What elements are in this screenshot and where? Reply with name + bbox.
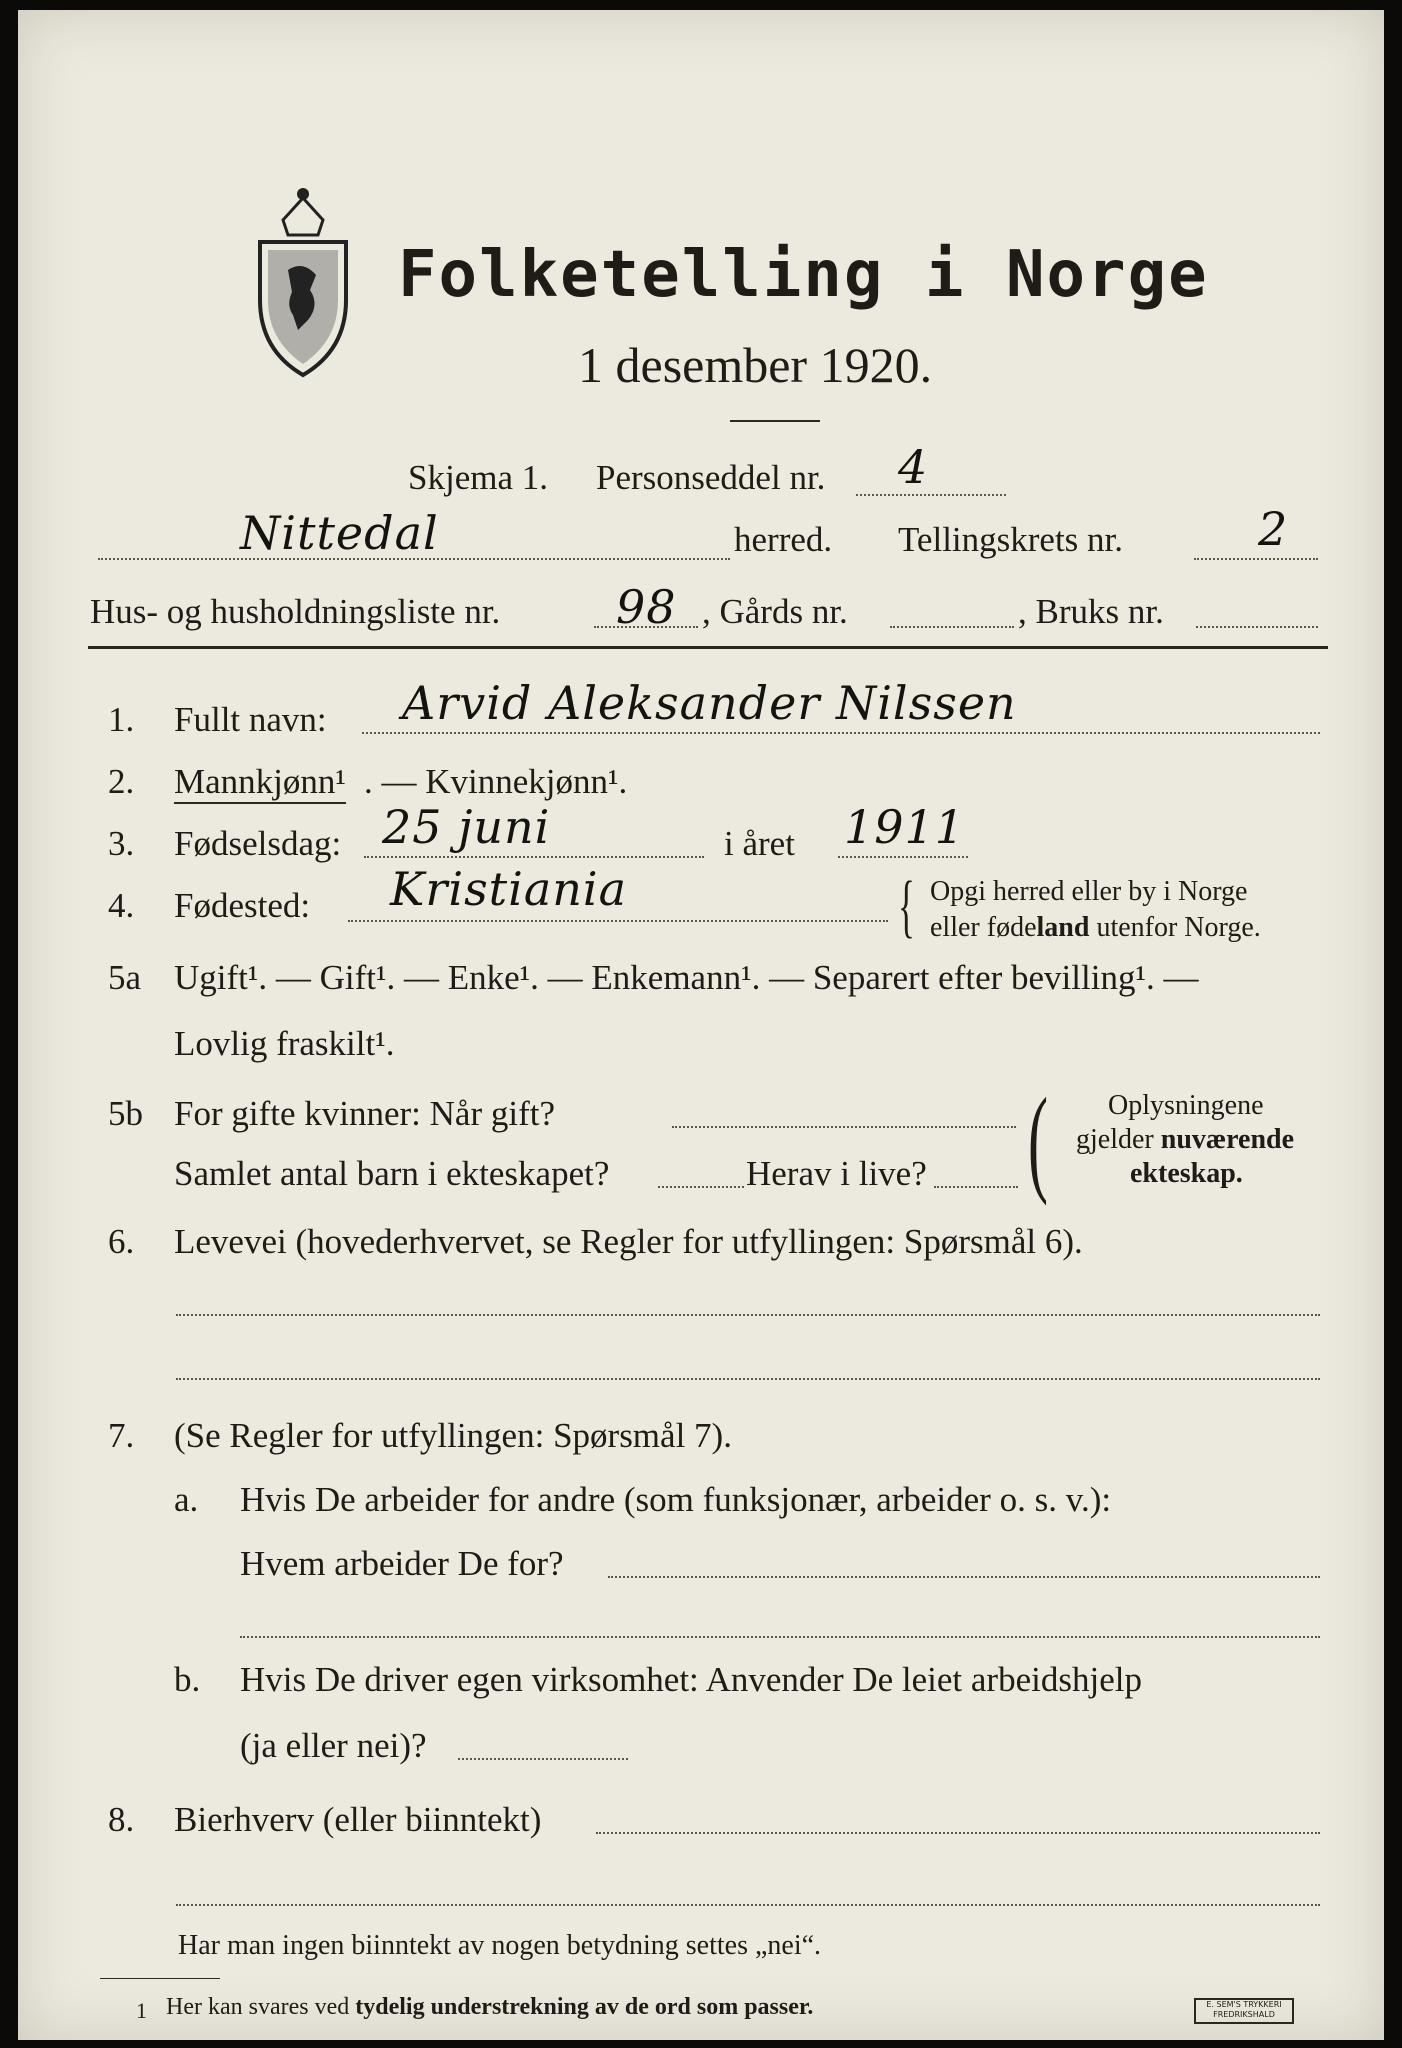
q5b-note-line2-a: gjelder: [1076, 1124, 1161, 1155]
q3-year-value[interactable]: 1911: [844, 800, 966, 854]
footnote-text-a: Her kan svares ved: [166, 1994, 356, 2020]
q6-line1: [176, 1314, 1320, 1316]
q8-label: Bierhverv (eller biinntekt): [174, 1800, 542, 1839]
q2-rest: . — Kvinnekjønn¹.: [364, 762, 628, 801]
q5b-note-line1: Oplysningene: [1108, 1090, 1264, 1121]
gards-line: [890, 626, 1014, 628]
q4-note-line2-a: eller føde: [930, 912, 1037, 943]
q7a-letter: a.: [174, 1480, 199, 1519]
q6-number: 6.: [108, 1222, 135, 1261]
printer-stamp: [1194, 1998, 1294, 2024]
husholdningsliste-label: Hus- og husholdningsliste nr.: [90, 592, 501, 631]
q8-number: 8.: [108, 1800, 135, 1839]
q5a-number: 5a: [108, 958, 142, 997]
q1-number: 1.: [108, 700, 135, 739]
q7b-label: Hvis De driver egen virksomhet: Anvender De leiet arbeidshjelp: [240, 1660, 1142, 1699]
printer-stamp-text: E. SEM'S TRYKKERI FREDRIKSHALD: [1206, 2000, 1282, 2019]
q5b-note-line2-b: nuværende: [1160, 1124, 1295, 1155]
tellingskrets-value[interactable]: 2: [1258, 502, 1289, 556]
census-form: [18, 10, 1384, 2040]
q7a-line1: [608, 1576, 1320, 1578]
form-date: 1 desember 1920.: [578, 337, 933, 393]
footnote-marker: 1: [136, 1998, 147, 2023]
title-divider: [730, 420, 820, 422]
coat-of-arms-icon: [248, 180, 358, 384]
header-rule: [88, 646, 1328, 649]
q4-note-line2-b: land: [1036, 912, 1090, 943]
q4-brace: {: [898, 868, 915, 945]
herred-value[interactable]: Nittedal: [240, 506, 439, 560]
q4-note-line2-c: utenfor Norge.: [1089, 912, 1261, 943]
q5b-ilive-label: Herav i live?: [746, 1154, 927, 1193]
q7b-letter: b.: [174, 1660, 201, 1699]
q6-line2: [176, 1378, 1320, 1380]
q3-year-label: i året: [724, 824, 795, 863]
q4-label: Fødested:: [174, 886, 311, 925]
q7a-label: Hvis De arbeider for andre (som funksjonær, arbeider o. s. v.):: [240, 1480, 1112, 1519]
q1-line: [362, 732, 1320, 734]
tellingskrets-line: [1194, 558, 1318, 560]
q4-number: 4.: [108, 886, 135, 925]
q3-number: 3.: [108, 824, 135, 863]
q7b-sub-label: (ja eller nei)?: [240, 1726, 427, 1765]
q6-label: Levevei (hovederhvervet, se Regler for utfyllingen: Spørsmål 6).: [174, 1222, 1083, 1261]
personseddel-line: [856, 494, 1006, 496]
q3-line: [364, 856, 704, 858]
bruks-line: [1196, 626, 1318, 628]
q1-value[interactable]: Arvid Aleksander Nilssen: [402, 676, 1017, 730]
gards-label: , Gårds nr.: [702, 592, 848, 631]
q5b-brace: (: [1028, 1073, 1048, 1206]
personseddel-label: Personseddel nr.: [596, 458, 826, 497]
q5b-barn-label: Samlet antal barn i ekteskapet?: [174, 1154, 610, 1193]
q1-label: Fullt navn:: [174, 700, 327, 739]
q4-note-line2: [930, 912, 1261, 944]
husholdningsliste-value[interactable]: 98: [616, 580, 677, 634]
q3-value[interactable]: 25 juni: [382, 800, 551, 854]
q2-option-mann[interactable]: Mannkjønn¹: [174, 762, 346, 804]
skjema-label: Skjema 1.: [408, 458, 548, 497]
q5b-number: 5b: [108, 1094, 143, 1133]
q3-year-line: [838, 856, 968, 858]
tellingskrets-label: Tellingskrets nr.: [898, 520, 1124, 559]
q4-note-line1: Opgi herred eller by i Norge: [930, 876, 1248, 907]
q8-line1: [596, 1832, 1320, 1834]
q5b-gift-line: [672, 1126, 1016, 1128]
q5b-ilive-line: [934, 1186, 1018, 1188]
q2-number: 2.: [108, 762, 135, 801]
q5a-options-cont[interactable]: Lovlig fraskilt¹.: [174, 1024, 395, 1063]
footnote-rule: [100, 1978, 220, 1979]
q7a-line2: [240, 1636, 1320, 1638]
footnote-text-b: tydelig understrekning av de ord som passer.: [355, 1994, 814, 2020]
q4-line: [348, 920, 888, 922]
q4-value[interactable]: Kristiania: [390, 862, 628, 916]
q8-note: Har man ingen biinntekt av nogen betydning settes „nei“.: [178, 1930, 822, 1961]
footnote-text: [166, 1994, 813, 2021]
q5b-note-line3: ekteskap.: [1130, 1158, 1243, 1189]
personseddel-value[interactable]: 4: [898, 440, 929, 494]
q5b-note-line2: [1076, 1124, 1294, 1156]
q7a-sub-label: Hvem arbeider De for?: [240, 1544, 564, 1583]
herred-label: herred.: [734, 520, 833, 559]
q7-label: (Se Regler for utfyllingen: Spørsmål 7).: [174, 1416, 732, 1455]
q7-number: 7.: [108, 1416, 135, 1455]
form-title: Folketelling i Norge: [398, 238, 1209, 312]
q7b-line: [458, 1758, 628, 1760]
q8-line2: [176, 1904, 1320, 1906]
q5b-barn-line: [658, 1186, 744, 1188]
q5b-label: For gifte kvinner: Når gift?: [174, 1094, 556, 1133]
q5a-options[interactable]: Ugift¹. — Gift¹. — Enke¹. — Enkemann¹. — Separert efter bevilling¹. —: [174, 958, 1199, 997]
bruks-label: , Bruks nr.: [1018, 592, 1164, 631]
q3-label: Fødselsdag:: [174, 824, 342, 863]
